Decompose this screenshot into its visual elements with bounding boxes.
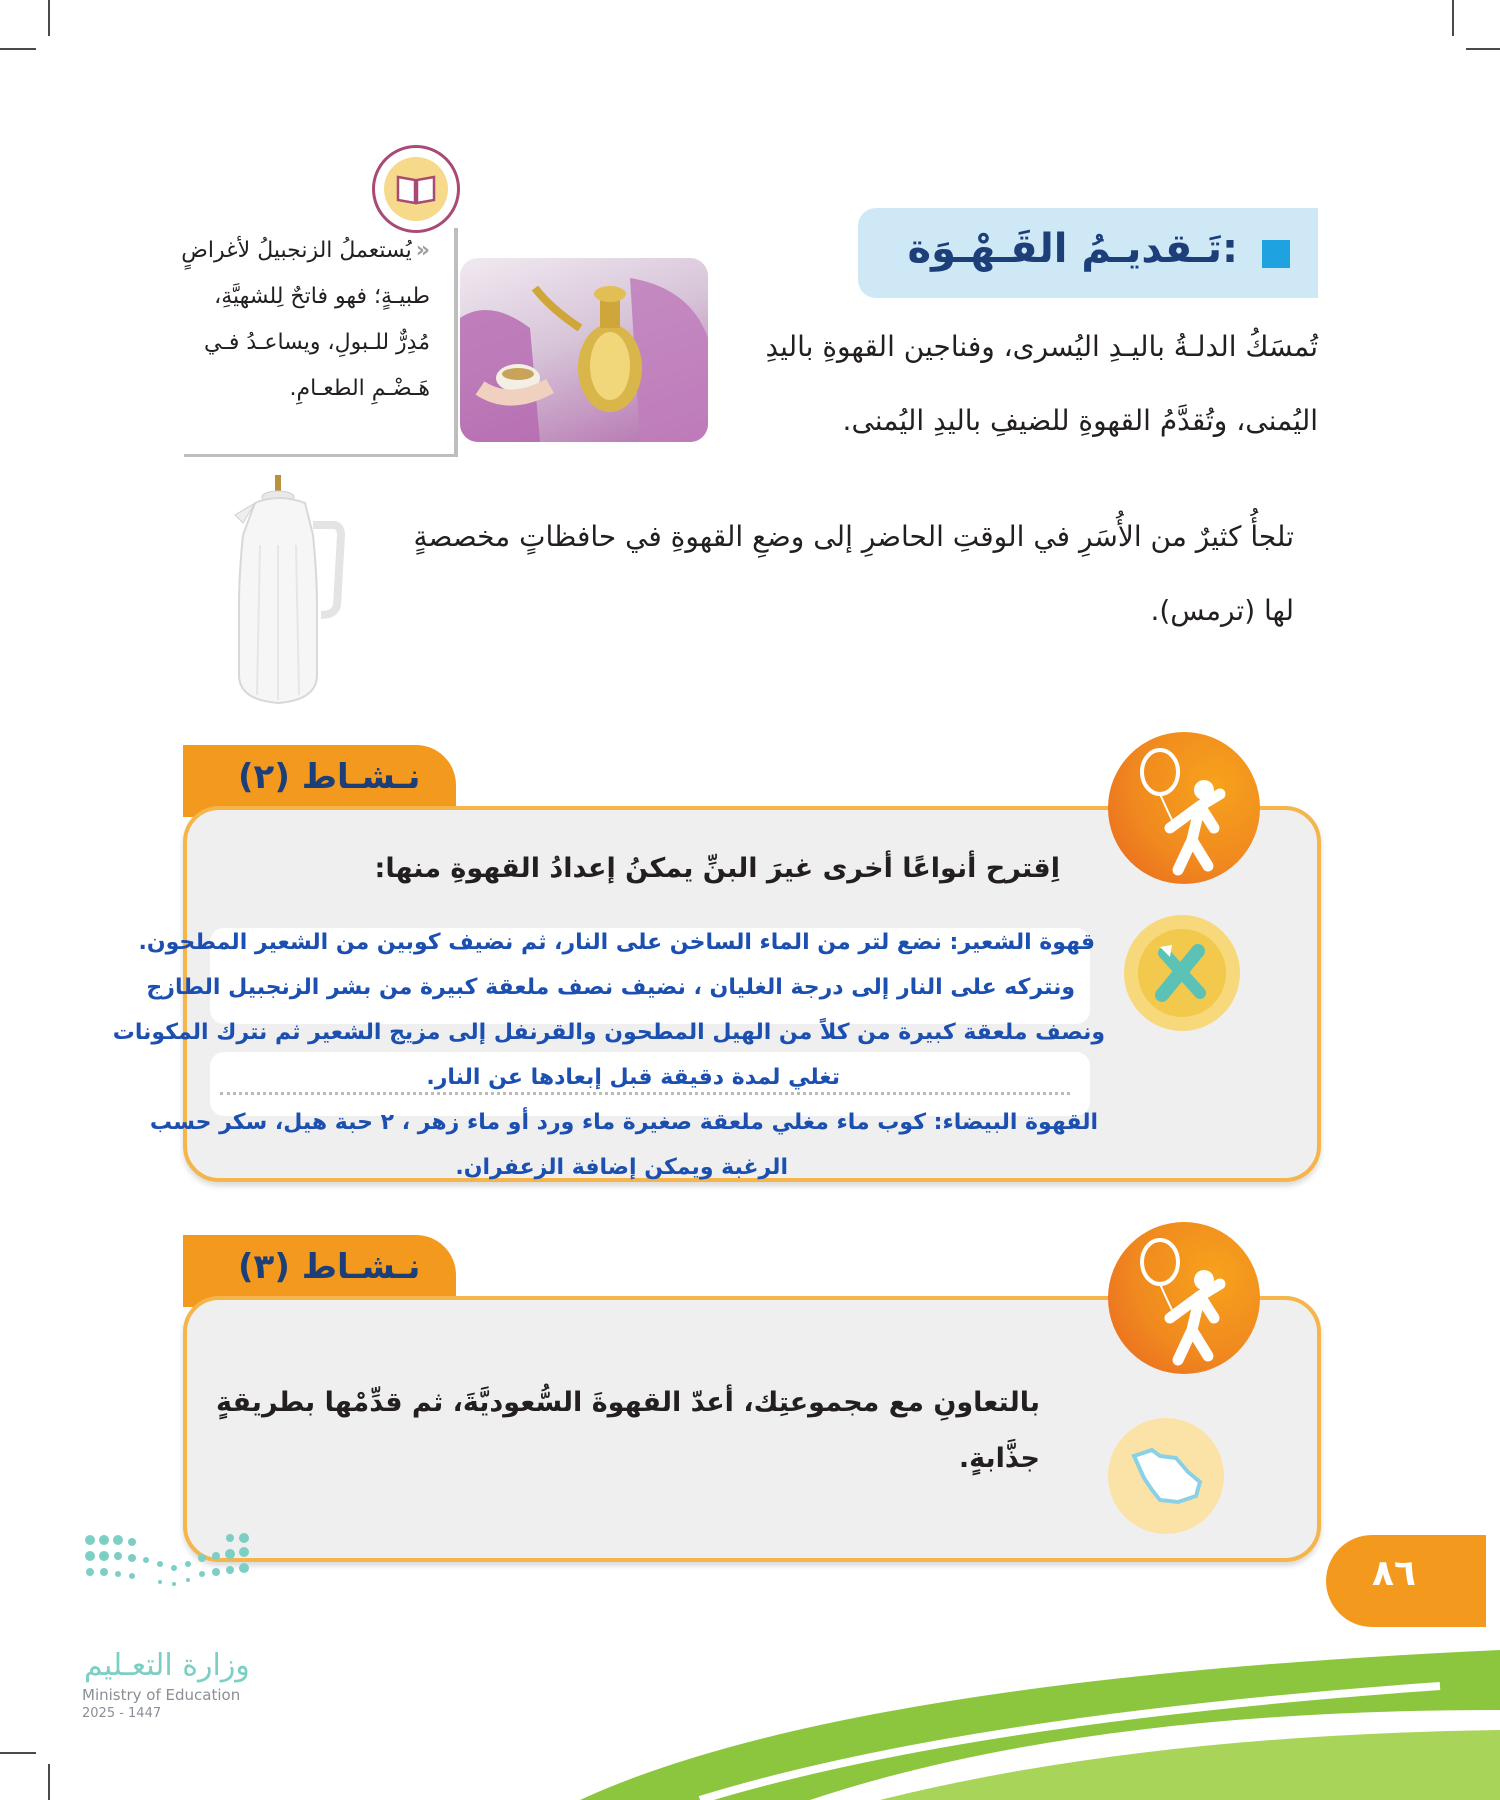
dalla-photo [460, 258, 708, 442]
page-number: ٨٦ [1372, 1553, 1416, 1594]
crop-mark [48, 0, 50, 36]
quote-icon: « [415, 238, 430, 263]
open-book-icon [396, 173, 436, 205]
crop-mark [0, 1752, 36, 1754]
activity-3-label: نـشـاط (٣) [238, 1247, 421, 1287]
answer-line: القهوة البيضاء: كوب ماء مغلي ملعقة صغيرة ماء ورد أو ماء زهر ، ٢ حبة هيل، سكر حسب [149, 1110, 1098, 1135]
side-note-line: مُدِرٌّ للـبولِ، ويساعـدُ فـي [204, 330, 430, 355]
activity-3-line: بالتعاونِ مع مجموعتِك، أعدّ القهوةَ السُّعوديَّةَ، ثم قدِّمْها بطريقةٍ [216, 1387, 1040, 1418]
crop-mark [1452, 0, 1454, 36]
paragraph-line: اليُمنى، وتُقدَّمُ القهوةِ للضيفِ باليدِ اليُمنى. [842, 404, 1318, 437]
ministry-logo [80, 1530, 280, 1730]
book-icon [372, 145, 460, 233]
paragraph-line: تُمسَكُ الدلـةُ باليـدِ اليُسرى، وفناجين القهوةِ باليدِ [765, 330, 1318, 363]
answer-line: ونصف ملعقة كبيرة من كلاً من الهيل المطحون والقرنفل إلى مزيج الشعير ثم نترك المكونات [112, 1020, 1105, 1045]
section-heading [858, 208, 1318, 298]
paragraph-line: تلجأُ كثيرٌ من الأُسَرِ في الوقتِ الحاضرِ إلى وضعِ القهوةِ في حافظاتٍ مخصصةٍ [413, 520, 1294, 553]
ministry-english-name: Ministry of Education [82, 1686, 241, 1704]
answer-line: قهوة الشعير: نضع لتر من الماء الساخن على النار، ثم نضيف كوبين من الشعير المطحون. [138, 930, 1095, 955]
ministry-arabic-name: وزارة التعـليم [84, 1648, 250, 1683]
section-title: تَـقديـمُ القَـهْـوَة: [907, 226, 1238, 272]
paragraph-serving [700, 310, 1318, 458]
activity-3-text [216, 1375, 1040, 1487]
green-swoosh-decoration [580, 1640, 1500, 1800]
activity-badge-icon [1108, 1222, 1260, 1374]
activity-badge-icon [1108, 732, 1260, 884]
answer-line: ونتركه على النار إلى درجة الغليان ، نضيف نصف ملعقة كبيرة من بشر الزنجبيل الطازج [146, 975, 1075, 1000]
saudi-map-icon [1108, 1418, 1224, 1534]
paragraph-line: لها (ترمس). [1150, 594, 1294, 627]
crop-mark [48, 1764, 50, 1800]
pencil-icon [1124, 915, 1240, 1031]
crop-mark [0, 48, 36, 50]
thermos-image [225, 475, 345, 710]
page-number-tab [1326, 1535, 1486, 1627]
side-note-line: هَـضْـمِ الطعـامِ. [289, 376, 430, 401]
ministry-dots-icon [80, 1530, 270, 1610]
paragraph-thermos [380, 500, 1294, 648]
answer-line: الرغبة ويمكن إضافة الزعفران. [455, 1155, 788, 1180]
crop-mark [1466, 48, 1500, 50]
activity-3-line: جذَّابةٍ. [958, 1443, 1040, 1474]
side-note-line: طبيـةٍ؛ فهو فاتحٌ لِلشهيَّةِ، [214, 284, 430, 309]
activity-2-label: نـشـاط (٢) [238, 757, 421, 797]
answer-line: تغلي لمدة دقيقة قبل إبعادها عن النار. [426, 1065, 840, 1090]
dotted-line [220, 1092, 1070, 1095]
heading-square-icon [1262, 240, 1290, 268]
side-note [181, 228, 458, 457]
activity-2-question: اِقترح أنواعًا أخرى غيرَ البنِّ يمكنُ إعدادُ القهوةِ منها: [374, 853, 1060, 884]
side-note-line: «يُستعملُ الزنجبيلُ لأغراضٍ [181, 238, 430, 263]
ministry-year: 2025 - 1447 [82, 1706, 162, 1721]
